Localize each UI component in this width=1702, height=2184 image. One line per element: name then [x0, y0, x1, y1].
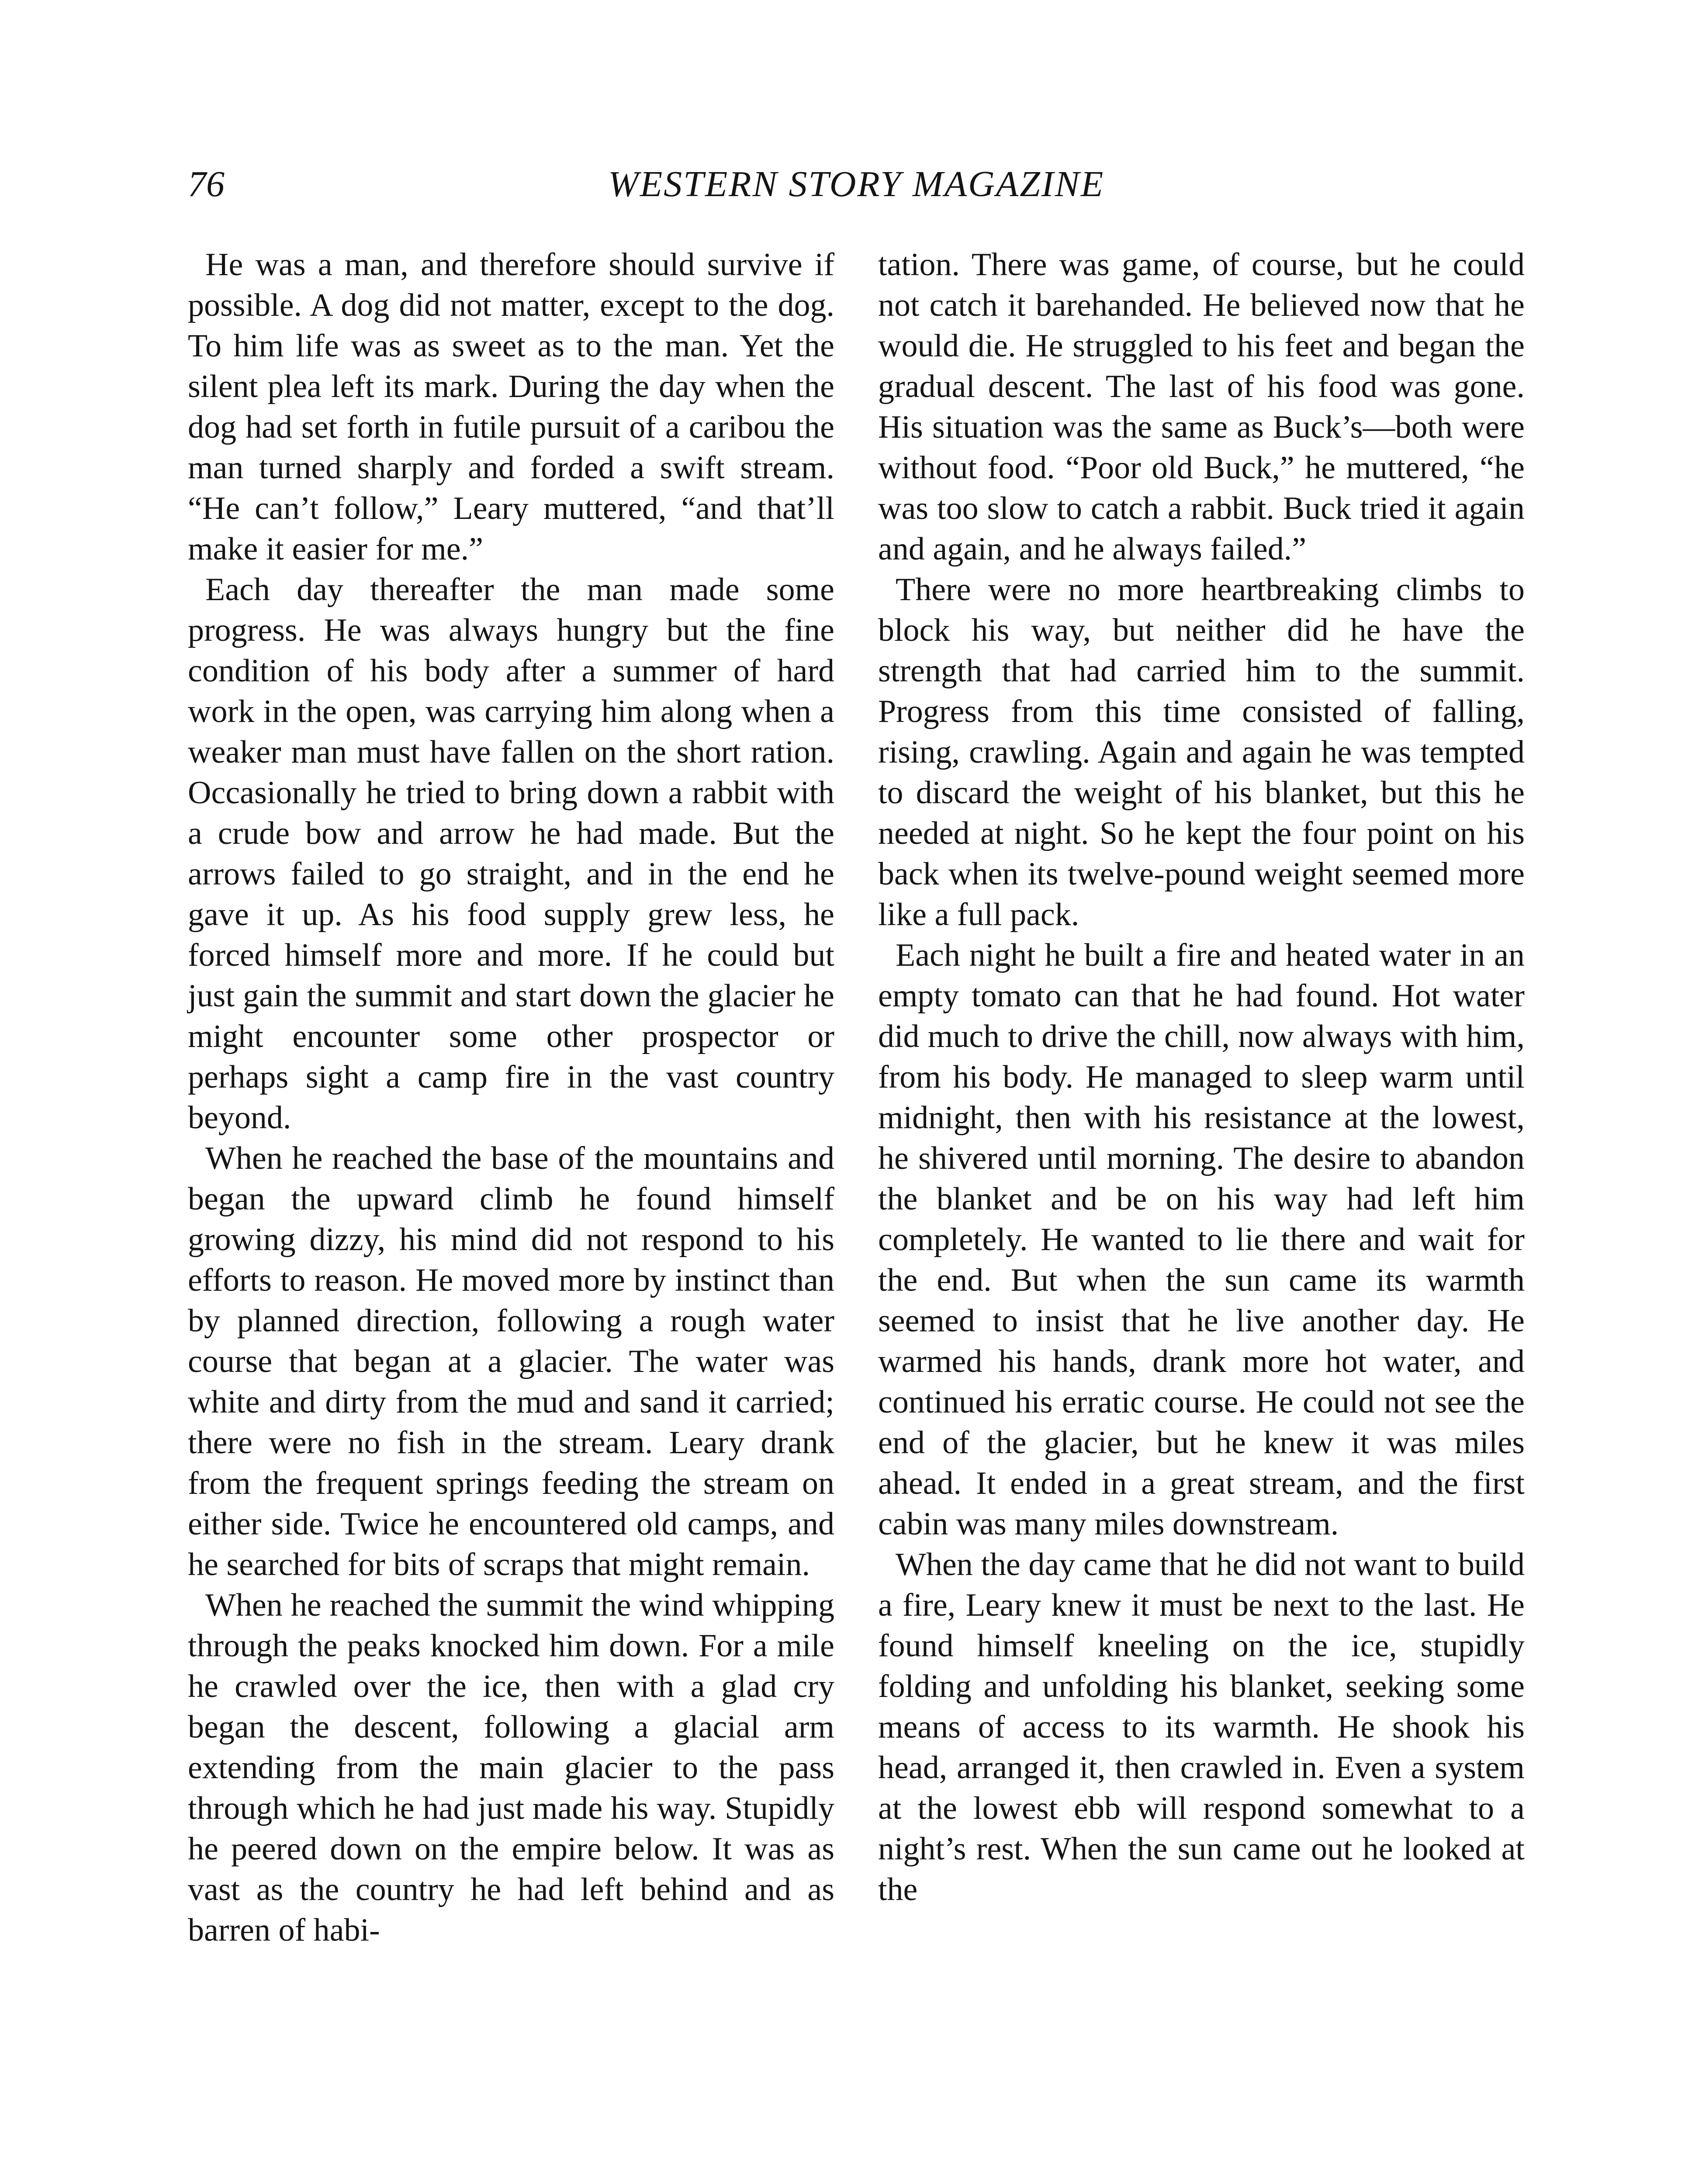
paragraph: He was a man, and therefore should survive if possible. A dog did not matter, except to the dog. To him life was as sweet as to the man. Yet the silent plea left its mark. During the day when the dog had set forth in futile pursuit of a caribou the man turned sharply and forded a swift stream. “He can’t follow,” Leary muttered, “and that’ll make it easier for me.” — [188, 247, 834, 567]
right-column — [878, 245, 1525, 2184]
page-header — [188, 166, 1525, 227]
paragraph: Each day thereafter the man made some progress. He was always hungry but the fine condition of his body after a summer of hard work in the open, was carrying him along when a weaker man must have fallen on the short ration. Occasionally he tried to bring down a rabbit with a crude bow and arrow he had made. But the arrows failed to go straight, and in the end he gave it up. As his food supply grew less, he forced himself more and more. If he could but just gain the summit and start down the glacier he might encounter some other prospector or perhaps sight a camp fire in the vast country beyond. — [188, 572, 834, 1136]
running-title: WESTERN STORY MAGAZINE — [608, 164, 1105, 204]
left-column — [188, 245, 834, 2184]
paragraph-continuation: tation. There was game, of course, but he could not catch it barehanded. He believed now that he would die. He struggled to his feet and began the gradual descent. The last of his food was gone. His situation was the same as Buck’s—both were without food. “Poor old Buck,” he muttered, “he was too slow to catch a rabbit. Buck tried it again and again, and he always failed.” — [878, 247, 1525, 567]
paragraph: Each night he built a fire and heated water in an empty tomato can that he had found. Hot water did much to drive the chill, now always with him, from his body. He managed to sleep warm until midnight, then with his resistance at the lowest, he shivered until morning. The desire to abandon the blanket and be on his way had left him completely. He wanted to lie there and wait for the end. But when the sun came its warmth seemed to insist that he live another day. He warmed his hands, drank more hot water, and continued his erratic course. He could not see the end of the glacier, but he knew it was miles ahead. It ended in a great stream, and the first cabin was many miles downstream. — [878, 937, 1525, 1542]
paragraph: When he reached the summit the wind whipping through the peaks knocked him down. For a mile he crawled over the ice, then with a glad cry began the descent, following a glacial arm extending from the main glacier to the pass through which he had just made his way. Stupidly he peered down on the empire below. It was as vast as the country he had left behind and as barren of habi- — [188, 1587, 834, 1948]
paragraph: There were no more heartbreaking climbs to block his way, but neither did he have the strength that had carried him to the summit. Progress from this time consisted of falling, rising, crawling. Again and again he was tempted to discard the weight of his blanket, but this he needed at night. So he kept the four point on his back when its twelve-pound weight seemed more like a full pack. — [878, 572, 1525, 933]
paragraph: When the day came that he did not want to build a fire, Leary knew it must be next to the last. He found himself kneeling on the ice, stupidly folding and unfolding his blanket, seeking some means of access to its warmth. He shook his head, arranged it, then crawled in. Even a system at the lowest ebb will respond somewhat to a night’s rest. When the sun came out he looked at the — [878, 1547, 1525, 1908]
paragraph: When he reached the base of the mountains and began the upward climb he found himself growing dizzy, his mind did not respond to his efforts to reason. He moved more by instinct than by planned direction, following a rough water course that began at a glacier. The water was white and dirty from the mud and sand it carried; there were no fish in the stream. Leary drank from the frequent springs feeding the stream on either side. Twice he encountered old camps, and he searched for bits of scraps that might remain. — [188, 1140, 834, 1583]
page-number: 76 — [188, 164, 225, 204]
